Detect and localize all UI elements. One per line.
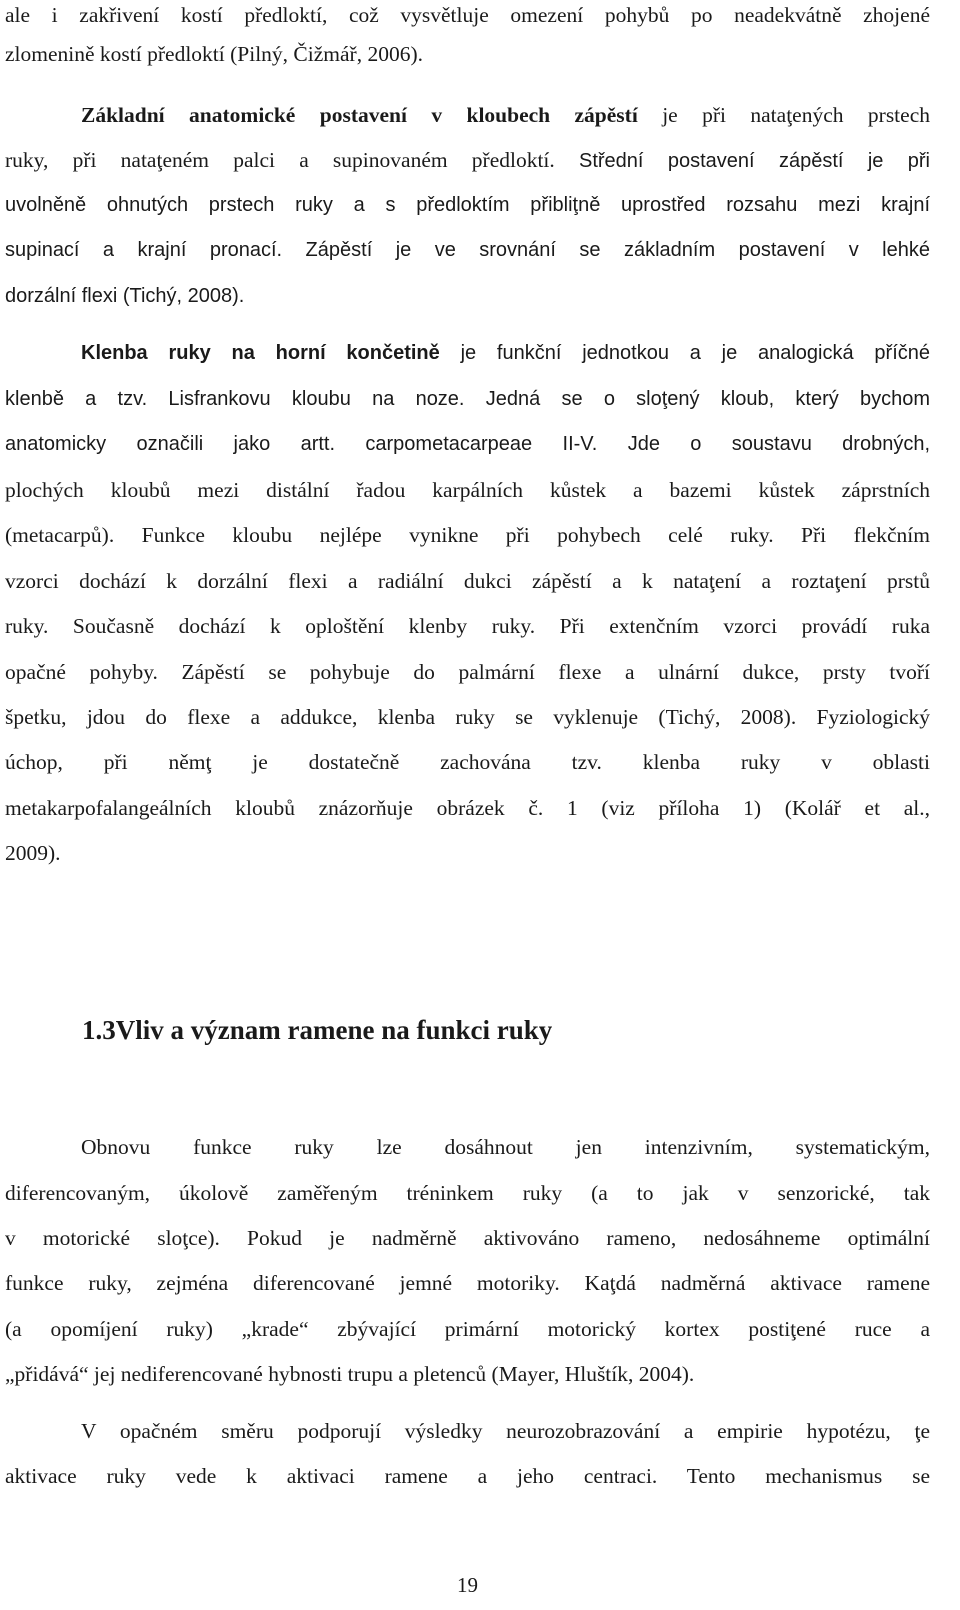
text-line: vzorci dochází k dorzální flexi a radiální dukci zápěstí a k nataţení a roztaţení prstů [5,569,930,593]
text-line: v motorické sloţce). Pokud je nadměrně aktivováno rameno, nedosáhneme optimální [5,1226,930,1250]
text-line: ruky. Současně dochází k oploštění klenby ruky. Při extenčním vzorci provádí ruka [5,614,930,638]
text-line: anatomicky označili jako artt. carpometacarpeae II-V. Jde o soustavu drobných, [5,433,930,455]
text-line [5,338,930,368]
text-line: supinací a krajní pronací. Zápěstí je ve srovnání se základním postavení v lehké [5,239,930,261]
text-line: (metacarpů). Funkce kloubu nejlépe vynikne při pohybech celé ruky. Při flekčním [5,523,930,547]
bold-term: Klenba ruky na horní končetině [81,342,440,364]
text-line: ale i zakřivení kostí předloktí, což vysvětluje omezení pohybů po neadekvátně zhojené [5,3,930,27]
text-line: (a opomíjení ruky) „krade“ zbývající primární motorický kortex postiţené ruce a [5,1317,930,1341]
text-line: Obnovu funkce ruky lze dosáhnout jen intenzivním, systematickým, [81,1135,930,1159]
text-line [5,100,930,130]
text-line: diferencovaným, úkolově zaměřeným tréninkem ruky (a to jak v senzorické, tak [5,1181,930,1205]
text-line: aktivace ruky vede k aktivaci ramene a jeho centraci. Tento mechanismus se [5,1464,930,1488]
text-line: opačné pohyby. Zápěstí se pohybuje do palmární flexe a ulnární dukce, prsty tvoří [5,660,930,684]
page-number: 19 [457,1573,478,1597]
text-line: „přidává“ jej nediferencované hybnosti trupu a pletenců (Mayer, Hluštík, 2004). [5,1362,695,1386]
text-line [5,145,930,175]
text-line: metakarpofalangeálních kloubů znázorňuje obrázek č. 1 (viz příloha 1) (Kolář et al., [5,796,930,820]
section-heading: 1.3Vliv a význam ramene na funkci ruky [82,1015,553,1045]
text-line: zlomenině kostí předloktí (Pilný, Čižmář, 2006). [5,42,423,66]
text-line: uvolněně ohnutých prstech ruky a s předloktím přibliţně uprostřed rozsahu mezi krajní [5,194,930,216]
bold-term: Základní anatomické postavení v kloubech zápěstí [81,103,638,127]
text-span-sans: Střední postavení zápěstí je při [578,150,930,172]
text-line: 2009). [5,841,61,865]
text-line: klenbě a tzv. Lisfrankovu kloubu na noze. Jedná se o sloţený kloub, který bychom [5,388,930,410]
text-line: úchop, při němţ je dostatečně zachována tzv. klenba ruky v oblasti [5,750,930,774]
text-span: ruky, při nataţeném palci a supinovaném předloktí. [5,148,579,172]
text-line: funkce ruky, zejména diferencované jemné motoriky. Kaţdá nadměrná aktivace ramene [5,1271,930,1295]
text-line: dorzální flexi (Tichý, 2008). [5,285,245,307]
text-line: špetku, jdou do flexe a addukce, klenba ruky se vyklenuje (Tichý, 2008). Fyziologický [5,705,930,729]
text-span: je při nataţených prstech [637,103,930,127]
text-line: plochých kloubů mezi distální řadou karpálních kůstek a bazemi kůstek záprstních [5,478,930,502]
text-line: V opačném směru podporují výsledky neurozobrazování a empirie hypotézu, ţe [81,1419,930,1443]
text-span: je funkční jednotkou a je analogická příčné [439,342,930,364]
